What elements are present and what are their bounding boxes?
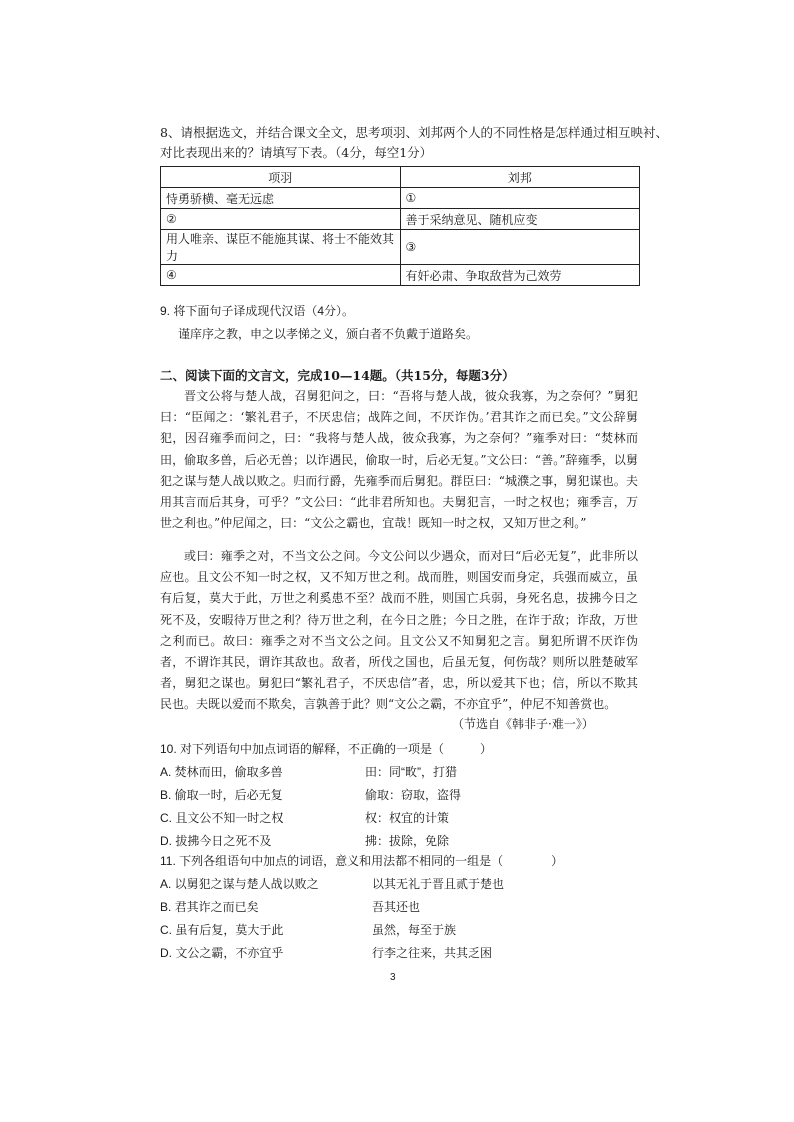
question-10-stem: 10. 对下列语句中加点词语的解释，不正确的一项是（ ）: [160, 742, 493, 756]
q10-option-d-left: D. 拔拂今日之死不及: [160, 834, 272, 848]
q10-option-c-left: C. 且文公不知一时之权: [160, 811, 284, 825]
q11-option-a-left: A. 以舅犯之谋与楚人战以败之: [160, 877, 319, 891]
table-header-row: [161, 167, 640, 188]
table-header-xiangyu: 项羽: [161, 167, 401, 188]
table-cell: 有奸必肃、争取敌营为己效劳: [400, 265, 640, 286]
question-11-stem: 11. 下列各组语句中加点的词语，意义和用法都不相同的一组是（ ）: [160, 854, 564, 868]
page-number: 3: [390, 972, 396, 983]
q11-option-c-right: 虽然，每至于族: [372, 923, 457, 937]
table-cell: 善于采纳意见、随机应变: [400, 209, 640, 230]
q10-option-c-right: 权：权宜的计策: [365, 811, 450, 825]
q11-option-d-right: 行李之往来，共其乏困: [372, 946, 493, 960]
table-header-liubang: 刘邦: [400, 167, 640, 188]
table-row: [161, 230, 640, 265]
question-9: 9. 将下面句子译成现代汉语（4分）。: [160, 304, 355, 318]
table-row: [161, 188, 640, 209]
question-8-line2: 对比表现出来的？请填写下表。（4分，每空1分）: [160, 145, 433, 160]
q10-option-d-right: 拂：拔除，免除: [365, 834, 450, 848]
table-cell: ④: [161, 265, 401, 286]
q11-option-b-left: B. 君其诈之而已矣: [160, 900, 259, 914]
table-cell: 恃勇骄横、毫无远虑: [161, 188, 401, 209]
q10-option-a-left: A. 焚林而田，偷取多兽: [160, 765, 283, 779]
table-cell: ②: [161, 209, 401, 230]
table-cell: ③: [400, 230, 640, 265]
source-citation: （节选自《韩非子·难一》）: [452, 717, 594, 731]
character-comparison-table: [160, 166, 640, 286]
question-9-sentence: 谨庠序之教，申之以孝悌之义，颁白者不负戴于道路矣。: [178, 327, 479, 341]
table-cell: ①: [400, 188, 640, 209]
question-8-line1: 8、请根据选文，并结合课文全文，思考项羽、刘邦两个人的不同性格是怎样通过相互映衬、: [160, 125, 668, 140]
q10-option-a-right: 田：同“畋”，打猎: [365, 765, 457, 779]
table-row: [161, 209, 640, 230]
q10-option-b-right: 偷取：窃取，盗得: [365, 788, 462, 802]
q11-option-d-left: D. 文公之霸，不亦宜乎: [160, 946, 284, 960]
classical-text-paragraph-2: 或曰：雍季之对，不当文公之问。今文公问以少遇众，而对曰“后必无复”，此非所以应也。且文公不知一时之权，又不知万世之利。战而胜，则国安而身定，兵强而威立，虽有后复，莫大于此，万世之利奚患不至？战而不胜，则国亡兵弱，身死名息，拔拂今日之死不及，安暇待万世之利？待万世之利，在今日之胜；今日之胜，在诈于敌；诈敌，万世之利而已。故曰：雍季之对不当文公之问。且文公又不知舅犯之言。舅犯所谓不厌诈伪者，不谓诈其民，谓诈其敌也。敌者，所伐之国也，后虽无复，何伤哉？则所以胜楚破军者，舅犯之谋也。舅犯曰“繁礼君子，不厌忠信”者，忠，所以爱其下也；信，所以不欺其民也。夫既以爱而不欺矣，言孰善于此？则“文公之霸，不亦宜乎”，仲尼不知善赏也。: [160, 549, 638, 712]
classical-text-paragraph-1: 晋文公将与楚人战，召舅犯问之，曰：“吾将与楚人战，彼众我寡，为之奈何？”舅犯曰：“臣闻之：‘繁礼君子，不厌忠信；战阵之间，不厌诈伪。’君其诈之而已矣。”文公辞舅犯，因召雍季而问之，曰：“我将与楚人战，彼众我寡，为之奈何？”雍季对曰：“焚林而田，偷取多兽，后必无兽；以诈遇民，偷取一时，后必无复。”文公曰：“善。”辞雍季，以舅犯之谋与楚人战以败之。归而行爵，先雍季而后舅犯。群臣曰：“城濮之事，舅犯谋也。夫用其言而后其身，可乎？”文公曰：“此非君所知也。夫舅犯言，一时之权也；雍季言，万世之利也。”仲尼闻之，曰：“文公之霸也，宜哉！既知一时之权，又知万世之利。”: [160, 389, 638, 531]
q11-option-c-left: C. 虽有后复，莫大于此: [160, 923, 284, 937]
section-2-title: 二、阅读下面的文言文，完成10—14题。（共15分，每题3分）: [160, 368, 515, 383]
q11-option-a-right: 以其无礼于晋且贰于楚也: [372, 877, 505, 891]
table-cell: 用人唯亲、谋臣不能施其谋、将士不能效其力: [161, 230, 401, 265]
q11-option-b-right: 吾其还也: [372, 900, 421, 914]
table-row: [161, 265, 640, 286]
q10-option-b-left: B. 偷取一时，后必无复: [160, 788, 283, 802]
